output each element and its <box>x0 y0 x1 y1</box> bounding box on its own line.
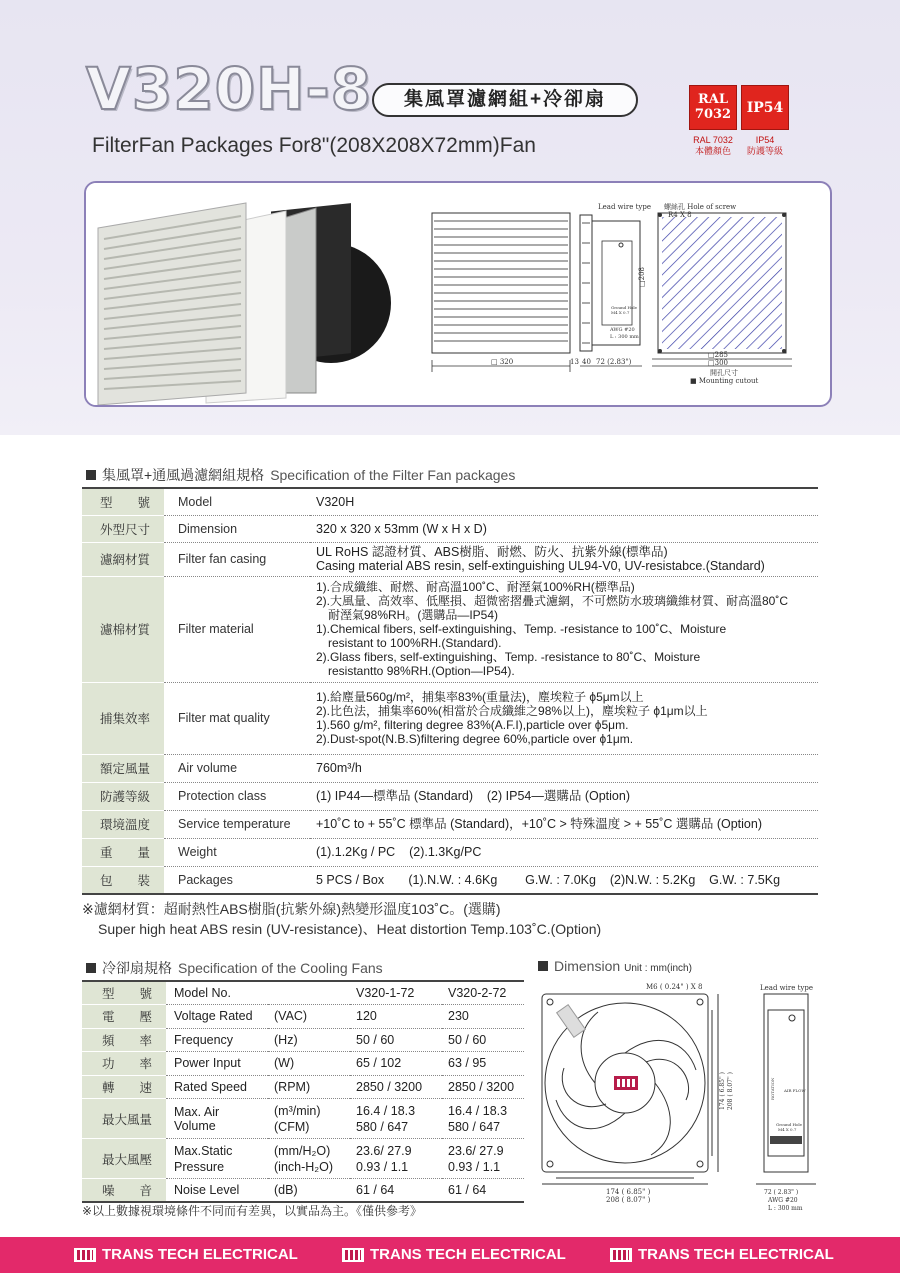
value-line: 23.6/ 27.9 <box>448 1143 504 1158</box>
bullet-square-icon <box>86 470 96 480</box>
table-row <box>82 682 818 754</box>
value-line: 2).大風量、高效率、低壓損、超微密摺疊式濾網，不可燃防水玻璃纖維材質、耐高溫80˚C <box>316 594 789 608</box>
side-view-drawing <box>580 215 642 366</box>
row-label-en: Model <box>164 488 310 515</box>
row-value: V320H <box>310 488 818 515</box>
row-label-zh: 最大風量 <box>82 1099 166 1139</box>
row-value: 5 PCS / Box (1).N.W. : 4.6Kg G.W. : 7.0Kg (2)N.W. : 5.2Kg G.W. : 7.5Kg <box>310 866 818 894</box>
value-v1 <box>350 1099 442 1139</box>
fan-airflow-label: AIR FLOW <box>784 1088 806 1093</box>
row-value <box>310 576 818 682</box>
value-v1: 120 <box>350 1005 442 1029</box>
value-line: 23.6/ 27.9 <box>356 1143 412 1158</box>
value-v1: V320-1-72 <box>350 981 442 1005</box>
dim-208-label: □208 <box>638 267 646 287</box>
value-v1: 65 / 102 <box>350 1052 442 1076</box>
table-row <box>82 754 818 782</box>
value-line: 2).Dust-spot(N.B.S)filtering degree 60%,particle over ϕ1μm. <box>316 732 634 746</box>
fan-rotation-label: ROTATION <box>770 1077 775 1100</box>
value-v2: 50 / 60 <box>442 1028 524 1052</box>
value-line: 耐溼氣98%RH。(選購品—IP54) <box>328 608 499 622</box>
value-line: 580 / 647 <box>448 1119 501 1134</box>
table-row <box>82 782 818 810</box>
fan-ground-label: Ground Hole <box>776 1122 803 1127</box>
footer-brand-text: TRANS TECH ELECTRICAL <box>102 1246 298 1263</box>
row-value: +10˚C to + 55˚C 標準品 (Standard)，+10˚C > 特殊溫度 > + 55˚C 選購品 (Option) <box>310 810 818 838</box>
fan-m6-label: M6 ( 0.24" ) X 8 <box>646 983 703 991</box>
dim-320-label: □ 320 <box>491 358 514 366</box>
row-unit <box>268 1139 350 1179</box>
row-label-en: Air volume <box>164 754 310 782</box>
ral-caption <box>683 135 743 157</box>
ral-badge <box>689 85 737 130</box>
fan-lead-label: Lead wire type <box>760 984 814 992</box>
ip-caption <box>735 135 795 157</box>
row-unit: (W) <box>268 1052 350 1076</box>
table-row <box>82 515 818 542</box>
value-line: UL RoHS 認證材質、ABS樹脂、耐燃、防火、抗紫外線(標準品) <box>316 545 668 559</box>
brand-logo-icon <box>610 1248 632 1262</box>
value-line: 1).Chemical fibers, self-extinguishing、Temp. -resistance to 100˚C、Moisture <box>316 622 727 636</box>
row-label-en: Filter mat quality <box>164 682 310 754</box>
section2-en: Specification of the Cooling Fans <box>178 960 383 976</box>
row-label-zh: 噪音 <box>82 1179 166 1203</box>
value-line: 1).給塵量560g/m²，捕集率83%(重量法)，塵埃粒子 ϕ5μm以上 <box>316 690 644 704</box>
fan-length: L : 300 mm <box>768 1205 803 1212</box>
row-label-zh: 捕集效率 <box>82 682 164 754</box>
table-row <box>82 1139 524 1179</box>
product-panel <box>84 181 832 407</box>
fan-dim-208: 208 ( 8.07" ) <box>606 1196 651 1204</box>
filter-spec-table <box>82 487 818 895</box>
value-v2: 61 / 64 <box>442 1179 524 1203</box>
ip-badge: IP54 <box>741 85 789 130</box>
table-row <box>82 1075 524 1099</box>
row-label-zh: 額定風量 <box>82 754 164 782</box>
row-label-zh: 外型尺寸 <box>82 515 164 542</box>
hole-size-label: R4 X 8 <box>668 211 692 219</box>
table-row <box>82 576 818 682</box>
section-dimension-heading <box>538 958 692 974</box>
brand-logo-mark <box>614 1076 638 1090</box>
value-v1: 61 / 64 <box>350 1179 442 1203</box>
fan-dimension-drawing <box>536 980 826 1212</box>
row-label-en: Service temperature <box>164 810 310 838</box>
value-line: 0.93 / 1.1 <box>356 1159 409 1174</box>
row-label-zh: 頻率 <box>82 1028 166 1052</box>
ral-badge-line1: RAL <box>697 92 729 107</box>
dim-13-label: 13 <box>570 358 579 366</box>
bullet-square-icon <box>86 963 96 973</box>
row-label-zh: 轉速 <box>82 1075 166 1099</box>
row-label-en: Rated Speed <box>166 1075 268 1099</box>
row-unit: (dB) <box>268 1179 350 1203</box>
value-line: resistant to 100%RH.(Standard). <box>328 636 502 650</box>
product-illustration <box>86 183 832 407</box>
brand-logo-icon <box>74 1248 96 1262</box>
table-row <box>82 1099 524 1139</box>
cutout-en-label: ■ Mounting cutout <box>690 377 759 385</box>
value-v1: 2850 / 3200 <box>350 1075 442 1099</box>
value-line: 1).合成纖維、耐燃、耐高溫100˚C、耐溼氣100%RH(標準品) <box>316 580 635 594</box>
product-subtitle: FilterFan Packages For8"(208X208X72mm)Fan <box>92 134 536 157</box>
data-disclaimer: ※以上數據視環境條件不同而有差異，以實品為主。《僅供參考》 <box>82 1204 423 1218</box>
row-label-en: Noise Level <box>166 1179 268 1203</box>
value-v2 <box>442 1099 524 1139</box>
value-line: Casing material ABS resin, self-extinguishing UL94-V0, UV-resistabce.(Standard) <box>316 559 765 573</box>
row-label-en: Weight <box>164 838 310 866</box>
row-label-en: Filter material <box>164 576 310 682</box>
ip-caption-1: IP54 <box>755 135 775 145</box>
cutout-zh-label: 開孔尺寸 <box>710 369 738 377</box>
dimension-title: Dimension <box>554 958 621 974</box>
row-label-en: Model No. <box>166 981 350 1005</box>
front-view-drawing <box>432 213 570 372</box>
value-line: 1).560 g/m², filtering degree 83%(A.F.I),particle over ϕ5μm. <box>316 718 629 732</box>
dim-300-label: □300 <box>708 359 728 367</box>
section-filter-spec-heading <box>86 465 515 485</box>
footer-brand-2 <box>342 1246 566 1263</box>
filter-fan-photo <box>86 183 416 407</box>
footer-band <box>0 1237 900 1273</box>
ground-size-label: M4 X 0.7 <box>611 310 630 315</box>
row-label-zh: 電壓 <box>82 1005 166 1029</box>
bullet-square-icon <box>538 961 548 971</box>
fan-side-72: 72 ( 2.83" ) <box>764 1189 799 1196</box>
value-line: 0.93 / 1.1 <box>448 1159 501 1174</box>
section1-zh: 集風罩+通風過濾網組規格 <box>102 467 265 483</box>
fan-spec-table <box>82 980 524 1203</box>
table-row <box>82 488 818 515</box>
value-line: 16.4 / 18.3 <box>448 1103 508 1118</box>
row-label-en <box>166 1139 268 1179</box>
value-line: 2).比色法，捕集率60%(相當於合成纖維之98%以上)，塵埃粒子 ϕ1μm以上 <box>316 704 708 718</box>
section1-en: Specification of the Filter Fan packages <box>270 467 516 483</box>
row-label-zh: 型號 <box>82 981 166 1005</box>
dimension-unit: Unit : mm(inch) <box>624 963 692 974</box>
value-line: 2).Glass fibers, self-extinguishing、Temp. -resistance to 80˚C、Moisture <box>316 650 701 664</box>
row-label-en: Packages <box>164 866 310 894</box>
footer-brand-3 <box>610 1246 834 1263</box>
fan-dim-174: 174 ( 6.85" ) <box>606 1188 651 1196</box>
row-unit: (VAC) <box>268 1005 350 1029</box>
row-value <box>310 682 818 754</box>
row-unit <box>268 1099 350 1139</box>
row-label-zh: 環境溫度 <box>82 810 164 838</box>
row-label-zh: 包裝 <box>82 866 164 894</box>
row-label-zh: 型號 <box>82 488 164 515</box>
model-title: V320H-8 <box>86 55 372 123</box>
row-value: (1).1.2Kg / PC (2).1.3Kg/PC <box>310 838 818 866</box>
ral-caption-2: 本體顏色 <box>694 146 731 156</box>
fan-side-174: 174 ( 6.85" ) <box>719 1072 726 1110</box>
casing-note-en: Super high heat ABS resin (UV-resistance)、Heat distortion Temp.103˚C.(Option) <box>98 921 602 937</box>
value-v2: V320-2-72 <box>442 981 524 1005</box>
ground-label: Ground Hole <box>611 305 638 310</box>
hole-screw-label: 螺絲孔 Hole of screw <box>664 203 737 211</box>
unit-line: (mm/H₂O) <box>274 1143 331 1158</box>
value-line: resistantto 98%RH.(Option—IP54). <box>328 664 515 678</box>
value-v2: 230 <box>442 1005 524 1029</box>
row-label-zh: 重量 <box>82 838 164 866</box>
row-value: 320 x 320 x 53mm (W x H x D) <box>310 515 818 542</box>
table-row <box>82 1179 524 1203</box>
row-label-zh: 防護等級 <box>82 782 164 810</box>
row-label-en: Frequency <box>166 1028 268 1052</box>
row-label-zh: 功率 <box>82 1052 166 1076</box>
row-label-en: Max. Air Volume <box>166 1099 268 1139</box>
row-label-zh: 最大風壓 <box>82 1139 166 1179</box>
table-row <box>82 810 818 838</box>
row-label-en: Dimension <box>164 515 310 542</box>
value-v1 <box>350 1139 442 1179</box>
unit-line: (inch-H₂O) <box>274 1159 334 1174</box>
table-row <box>82 1005 524 1029</box>
value-line: 580 / 647 <box>356 1119 409 1134</box>
footer-brand-1 <box>74 1246 298 1263</box>
row-unit: (Hz) <box>268 1028 350 1052</box>
section-fan-spec-heading <box>86 958 383 978</box>
footer-brand-text: TRANS TECH ELECTRICAL <box>370 1246 566 1263</box>
row-value: (1) IP44—標準品 (Standard) (2) IP54—選購品 (Option) <box>310 782 818 810</box>
fan-awg: AWG #20 <box>768 1197 798 1204</box>
table-row <box>82 1028 524 1052</box>
casing-note <box>82 899 601 939</box>
unit-line: (m³/min) <box>274 1103 321 1118</box>
value-v2 <box>442 1139 524 1179</box>
row-value: 760m³/h <box>310 754 818 782</box>
row-label-en: Protection class <box>164 782 310 810</box>
footer-brand-text: TRANS TECH ELECTRICAL <box>638 1246 834 1263</box>
row-value <box>310 542 818 576</box>
ral-caption-1: RAL 7032 <box>693 135 733 145</box>
section2-zh: 冷卻扇規格 <box>102 960 172 976</box>
dim-285-label: □285 <box>708 351 728 359</box>
casing-note-zh: ※濾網材質：超耐熱性ABS樹脂(抗紫外線)熱變形溫度103˚C。(選購) <box>82 901 501 917</box>
row-label-en: Voltage Rated <box>166 1005 268 1029</box>
product-title-zh: 集風罩濾網組+冷卻扇 <box>372 83 638 117</box>
value-v2: 2850 / 3200 <box>442 1075 524 1099</box>
table-row <box>82 866 818 894</box>
brand-logo-icon <box>342 1248 364 1262</box>
row-label-zh: 濾棉材質 <box>82 576 164 682</box>
dim-40-label: 40 <box>582 358 591 366</box>
fan-ground-size-label: M4 X 0.7 <box>778 1127 797 1132</box>
table-row <box>82 838 818 866</box>
value-line: 16.4 / 18.3 <box>356 1103 416 1118</box>
label-line: Pressure <box>174 1159 225 1174</box>
value-v2: 63 / 95 <box>442 1052 524 1076</box>
mounting-cutout-drawing <box>652 213 792 366</box>
dim-72-label: 72 (2.83") <box>596 358 632 366</box>
lead-wire-label: Lead wire type <box>598 203 652 211</box>
row-unit: (RPM) <box>268 1075 350 1099</box>
ral-badge-line2: 7032 <box>694 107 732 122</box>
label-line: Max.Static <box>174 1143 233 1158</box>
awg-label: AWG #20 <box>610 327 635 333</box>
row-label-zh: 濾網材質 <box>82 542 164 576</box>
table-row <box>82 1052 524 1076</box>
row-label-en: Power Input <box>166 1052 268 1076</box>
length-label: L : 300 mm <box>610 334 639 340</box>
ip-caption-2: 防護等級 <box>746 146 783 156</box>
unit-line: (CFM) <box>274 1119 310 1134</box>
fan-side-208: 208 ( 8.07" ) <box>727 1072 734 1110</box>
row-label-en: Filter fan casing <box>164 542 310 576</box>
table-row <box>82 981 524 1005</box>
table-row <box>82 542 818 576</box>
value-v1: 50 / 60 <box>350 1028 442 1052</box>
